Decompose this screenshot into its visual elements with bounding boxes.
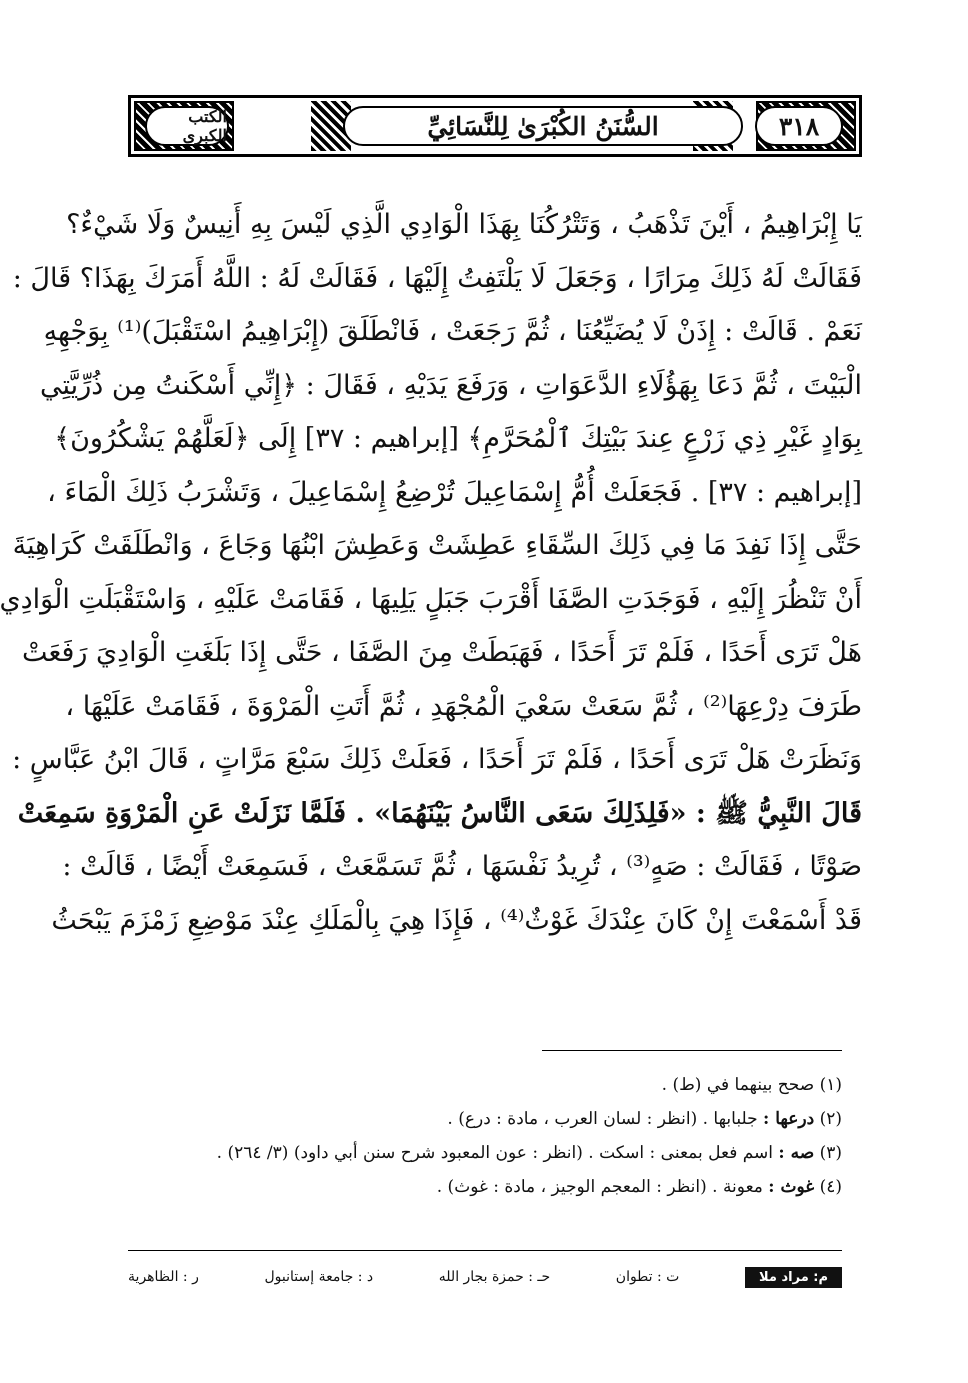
manuscript-sigla (128, 1262, 842, 1292)
footnote (128, 1102, 842, 1136)
text-line: نَعَمْ . قَالَتْ : إِذَنْ لَا يُضَيِّعُنَا ، ثُمَّ رَجَعَتْ ، فَانْطَلَقَ (إِبْرَاهِيمُ اسْتَقْبَلَ)⁽¹⁾ بِوَجْهِهِ (43, 316, 862, 347)
main-text (0, 198, 862, 947)
footnote-term: صه : (778, 1143, 815, 1163)
footnote-separator (542, 1050, 842, 1051)
text-line: حَتَّى إِذَا نَفِدَ مَا فِي ذَلِكَ السِّقَاءِ عَطِشَتْ وَعَطِشَ ابْنُهَا وَجَاعَ ، وَانْطَلَقَتْ كَرَاهِيَةَ (12, 530, 862, 561)
footnote-marker: (٤) (819, 1177, 842, 1197)
page-number: ٣١٨ (755, 106, 843, 146)
footnote-text: اسم فعل بمعنى : اسكت . (انظر : عون المعبود شرح سنن أبي داود) (٣/ ٢٦٤) . (216, 1143, 774, 1163)
footnote-marker: (٢) (819, 1109, 842, 1129)
footnote-term: غوث : (768, 1177, 815, 1197)
text-line: يَا إِبْرَاهِيمُ ، أَيْنَ تَذْهَبُ ، وَتَتْرُكُنَا بِهَذَا الْوَادِي الَّذِي لَيْسَ بِهِ أَنِيسٌ وَلَا شَيْءٌ؟ (66, 209, 862, 240)
running-header (128, 95, 862, 157)
text-line: طَرَفَ دِرْعِهَا⁽²⁾ ، ثُمَّ سَعَتْ سَعْيَ الْمُجْهَدِ ، ثُمَّ أَتَتِ الْمَرْوَةَ ، فَقَامَتْ عَلَيْهَا ، (65, 690, 862, 722)
footnote-term: درعها : (763, 1109, 815, 1129)
text-line: الْبَيْتَ ، ثُمَّ دَعَا بِهَؤُلَاءِ الدَّعَوَاتِ ، وَرَفَعَ يَدَيْهِ ، فَقَالَ : ﴿إِنِّي أَسْكَنتُ مِن ذُرِّيَّتِي (40, 369, 862, 401)
footnote (128, 1068, 842, 1102)
publisher-logo: الكتب الكبرى (145, 106, 229, 146)
text-line: قَدْ أَسْمَعْتَ إِنْ كَانَ عِنْدَكَ غَوْثٌ⁽⁴⁾ ، فَإِذَا هِيَ بِالْمَلَكِ عِنْدَ مَوْضِعِ زَمْزَمَ يَبْحَثُ (51, 904, 862, 936)
sigla-item: ر : الظاهرية (128, 1269, 199, 1285)
footnotes (128, 1068, 842, 1204)
text-line: صَوْتًا ، فَقَالَتْ : صَهٍ⁽³⁾ ، تُرِيدُ نَفْسَهَا ، ثُمَّ تَسَمَّعَتْ ، فَسَمِعَتْ أَيْضًا ، قَالَتْ : (62, 851, 862, 882)
sigla-item: حـ : حمزة بجار الله (438, 1269, 551, 1285)
sigla-item: ت : تطوان (615, 1269, 680, 1285)
text-line: [إبراهيم : ٣٧] . فَجَعَلَتْ أُمُّ إِسْمَاعِيلَ تُرْضِعُ إِسْمَاعِيلَ ، وَتَشْرَبُ ذَلِكَ الْمَاءَ ، (47, 476, 862, 508)
book-title: السُّنَنُ الكُبْرَىٰ لِلنَّسَائِيِّ (343, 106, 743, 146)
sigla-item: د : جامعة إستانبول (264, 1269, 374, 1285)
text-line: وَنَظَرَتْ هَلْ تَرَى أَحَدًا ، فَلَمْ تَرَ أَحَدًا ، فَعَلَتْ ذَلِكَ سَبْعَ مَرَّاتٍ ، قَالَ ابْنُ عَبَّاسٍ : (12, 744, 862, 775)
footnote-text: معونة . (انظر : المعجم الوجيز ، مادة : غوث) . (436, 1177, 763, 1197)
footnote-text: صحح بينهما في (ط) . (661, 1075, 815, 1095)
text-line: بِوَادٍ غَيْرِ ذِي زَرْعٍ عِندَ بَيْتِكَ ٱلْمُحَرَّمِ﴾ [إبراهيم : ٣٧] إِلَى ﴿لَعَلَّهُمْ يَشْكُرُونَ﴾ (54, 423, 862, 454)
footnote (128, 1170, 842, 1204)
footnote (128, 1136, 842, 1170)
sigla-badge: م: مراد ملا (745, 1267, 842, 1288)
footnote-text: جلبابها . (انظر : لسان العرب ، مادة : درع) . (447, 1109, 758, 1129)
sigla-separator (128, 1250, 842, 1251)
text-line: قَالَ النَّبِيُّ ﷺ : «فَلِذَلِكَ سَعَى النَّاسُ بَيْنَهُمَا» . فَلَمَّا نَزَلَتْ عَنِ الْمَرْوَةِ سَمِعَتْ (17, 797, 862, 829)
text-line: هَلْ تَرَى أَحَدًا ، فَلَمْ تَرَ أَحَدًا ، فَهَبَطَتْ مِنَ الصَّفَا ، حَتَّى إِذَا بَلَغَتِ الْوَادِيَ رَفَعَتْ (21, 637, 862, 668)
text-line: فَقَالَتْ لَهُ ذَلِكَ مِرَارًا ، وَجَعَلَ لَا يَلْتَفِتُ إِلَيْهَا ، فَقَالَتْ لَهُ : اللَّهُ أَمَرَكَ بِهَذَا؟ قَالَ : (12, 262, 862, 294)
footnote-marker: (١) (819, 1075, 842, 1095)
footnote-marker: (٣) (819, 1143, 842, 1163)
text-line: أَنْ تَنْظُرَ إِلَيْهِ ، فَوَجَدَتِ الصَّفَا أَقْرَبَ جَبَلٍ يَلِيهَا ، فَقَامَتْ عَلَيْهِ ، وَاسْتَقْبَلَتِ الْوَادِي (0, 583, 862, 615)
